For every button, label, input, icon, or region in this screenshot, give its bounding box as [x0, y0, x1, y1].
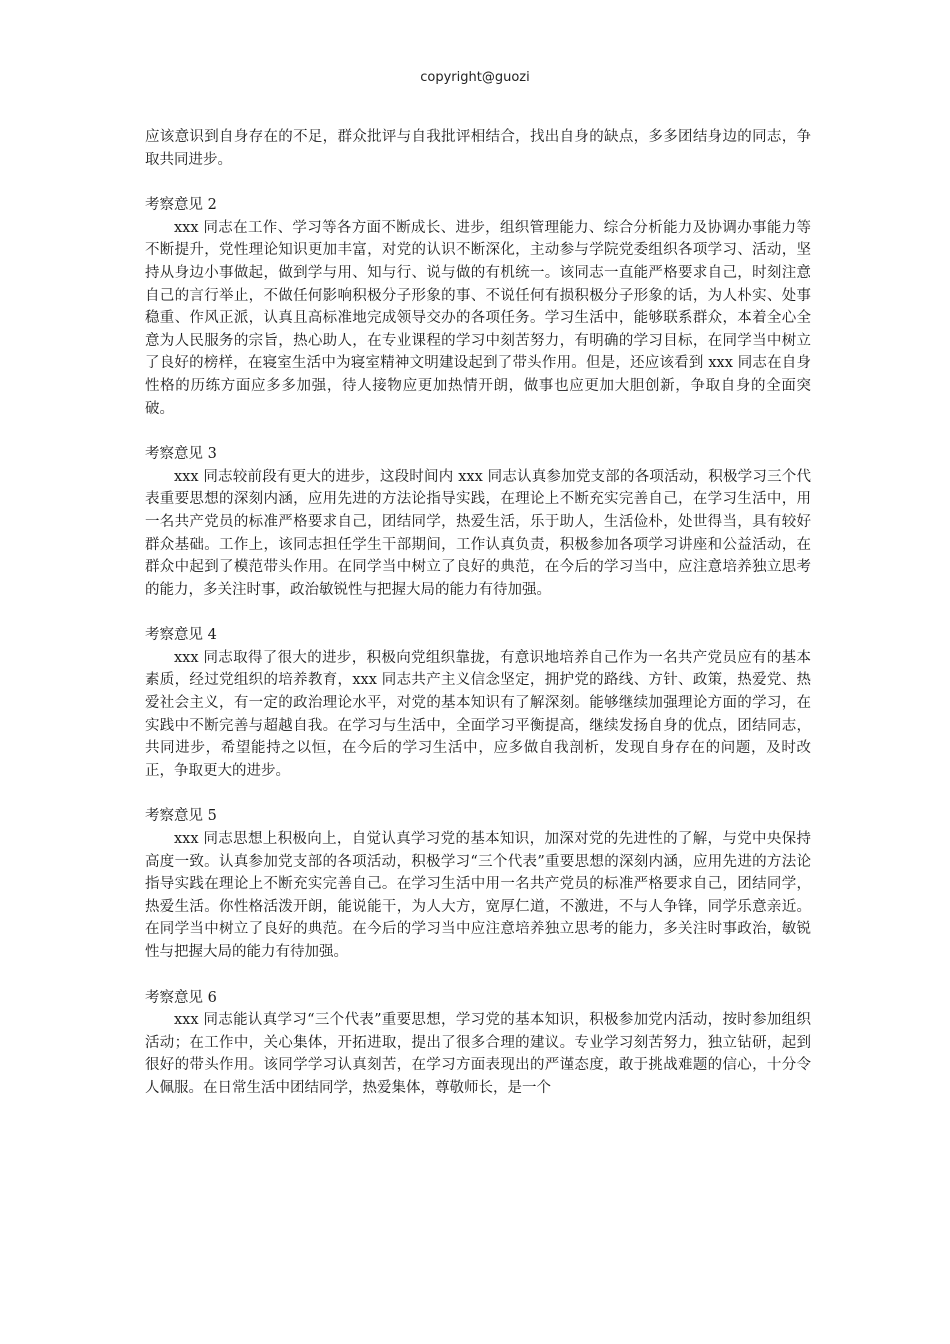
section-4 [145, 624, 811, 782]
section-heading: 考察意见 5 [145, 808, 217, 825]
intro-paragraph: 应该意识到自身存在的不足，群众批评与自我批评相结合，找出自身的缺点，多多团结身边的同志，争取共同进步。 [145, 129, 811, 168]
section-heading: 考察意见 6 [145, 989, 217, 1006]
section-2 [145, 194, 811, 420]
copyright-text: copyright@guozi [420, 70, 530, 85]
section-paragraph: xxx 同志能认真学习“三个代表”重要思想，学习党的基本知识，积极参加党内活动，按时参加组织活动；在工作中，关心集体，开拓进取，提出了很多合理的建议。专业学习刻苦努力，独立钻研，起到很好的带头作用。该同学学习认真刻苦，在学习方面表现出的严谨态度，敢于挑战难题的信心，十分令人佩服。在日常生活中团结同学，热爱集体，尊敬师长，是一个 [145, 1012, 811, 1096]
section-6 [145, 987, 811, 1100]
document-body [145, 126, 811, 1100]
section-paragraph: xxx 同志取得了很大的进步，积极向党组织靠拢，有意识地培养自己作为一名共产党员应有的基本素质，经过党组织的培养教育，xxx 同志共产主义信念坚定，拥护党的路线、方针、政策，热爱党、热爱社会主义，有一定的政治理论水平，对党的基本知识有了解深刻。能够继续加强理论方面的学习，在实践中不断完善与超越自我。在学习与生活中，全面学习平衡提高，继续发扬自身的优点，团结同志，共同进步，希望能持之以恒，在今后的学习生活中，应多做自我剖析，发现自身存在的问题，及时改正，争取更大的进步。 [145, 649, 811, 779]
page-header [0, 70, 950, 85]
section-paragraph: xxx 同志较前段有更大的进步，这段时间内 xxx 同志认真参加党支部的各项活动，积极学习三个代表重要思想的深刻内涵，应用先进的方法论指导实践，在理论上不断充实完善自己，在学习生活中，用一名共产党员的标准严格要求自己，团结同学，热爱生活，乐于助人，生活俭朴，处世得当，具有较好群众基础。工作上，该同志担任学生干部期间，工作认真负责，积极参加各项学习讲座和公益活动，在群众中起到了模范带头作用。在同学当中树立了良好的典范，在今后的学习当中，应注意培养独立思考的能力，多关注时事，政治敏锐性与把握大局的能力有待加强。 [145, 468, 811, 598]
section-heading: 考察意见 2 [145, 197, 217, 214]
section-5 [145, 805, 811, 963]
section-3 [145, 443, 811, 601]
section-paragraph: xxx 同志思想上积极向上，自觉认真学习党的基本知识，加深对党的先进性的了解，与党中央保持高度一致。认真参加党支部的各项活动，积极学习“三个代表”重要思想的深刻内涵，应用先进的方法论指导实践在理论上不断充实完善自己。在学习生活中用一名共产党员的标准严格要求自己，团结同学，热爱生活。你性格活泼开朗，能说能干，为人大方，宽厚仁道，不激进，不与人争锋，同学乐意亲近。在同学当中树立了良好的典范。在今后的学习当中应注意培养独立思考的能力，多关注时事政治，敏锐性与把握大局的能力有待加强。 [145, 831, 811, 960]
section-heading: 考察意见 3 [145, 446, 217, 463]
section-paragraph: xxx 同志在工作、学习等各方面不断成长、进步，组织管理能力、综合分析能力及协调办事能力等不断提升，党性理论知识更加丰富，对党的认识不断深化，主动参与学院党委组织各项学习、活动，坚持从身边小事做起，做到学与用、知与行、说与做的有机统一。该同志一直能严格要求自己，时刻注意自己的言行举止，不做任何影响积极分子形象的事、不说任何有损积极分子形象的话，为人朴实、处事稳重、作风正派，认真且高标准地完成领导交办的各项任务。学习生活中，能够联系群众，本着全心全意为人民服务的宗旨，热心助人，在专业课程的学习中刻苦努力，有明确的学习目标，在同学当中树立了良好的榜样，在寝室生活中为寝室精神文明建设起到了带头作用。但是，还应该看到 xxx 同志在自身性格的历练方面应多多加强，待人接物应更加热情开朗，做事也应更加大胆创新，争取自身的全面突破。 [145, 219, 811, 417]
section-heading: 考察意见 4 [145, 627, 217, 644]
